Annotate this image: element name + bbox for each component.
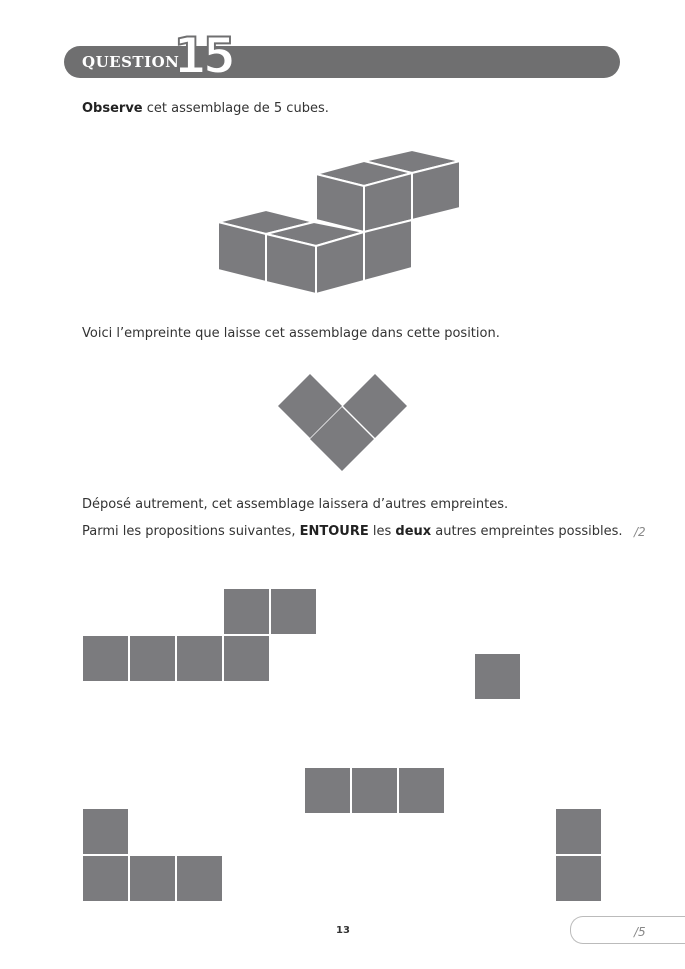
intro-bold: Observe [82, 101, 143, 116]
instruction-bold2: deux [395, 524, 432, 539]
option-square [556, 809, 601, 854]
instruction-part3: autres empreintes possibles. [431, 524, 623, 539]
intro-rest: cet assemblage de 5 cubes. [142, 101, 329, 116]
option-square [305, 768, 350, 813]
imprint-diagram [278, 374, 407, 471]
total-score: /5 [634, 925, 646, 939]
option-a[interactable] [83, 589, 316, 681]
option-square [83, 856, 128, 901]
other-text: Déposé autrement, cet assemblage laissera d’autres empreintes. [82, 497, 509, 512]
question-label: QUESTION [82, 53, 180, 71]
instruction-text [82, 524, 623, 539]
option-square [352, 768, 397, 813]
option-c[interactable] [305, 768, 444, 813]
option-square [399, 768, 444, 813]
option-e[interactable] [556, 809, 601, 901]
option-square [83, 636, 128, 681]
item-score: /2 [634, 525, 646, 539]
option-square [224, 589, 269, 634]
option-b[interactable] [475, 654, 520, 699]
option-square [177, 856, 222, 901]
instruction-part2: les [368, 524, 396, 539]
option-square [130, 636, 175, 681]
imprint-text: Voici l’empreinte que laisse cet assemblage dans cette position. [82, 326, 500, 341]
option-d[interactable] [83, 809, 222, 901]
option-square [83, 809, 128, 854]
option-square [556, 856, 601, 901]
option-square [475, 654, 520, 699]
instruction-part1: Parmi les propositions suivantes, [82, 524, 300, 539]
option-square [177, 636, 222, 681]
question-number: 15 [173, 27, 233, 85]
cube-assembly [218, 150, 460, 294]
option-square [130, 856, 175, 901]
total-score-box [570, 916, 685, 944]
instruction-bold1: ENTOURE [299, 524, 369, 539]
option-square [271, 589, 316, 634]
option-square [224, 636, 269, 681]
page-number: 13 [336, 925, 350, 936]
